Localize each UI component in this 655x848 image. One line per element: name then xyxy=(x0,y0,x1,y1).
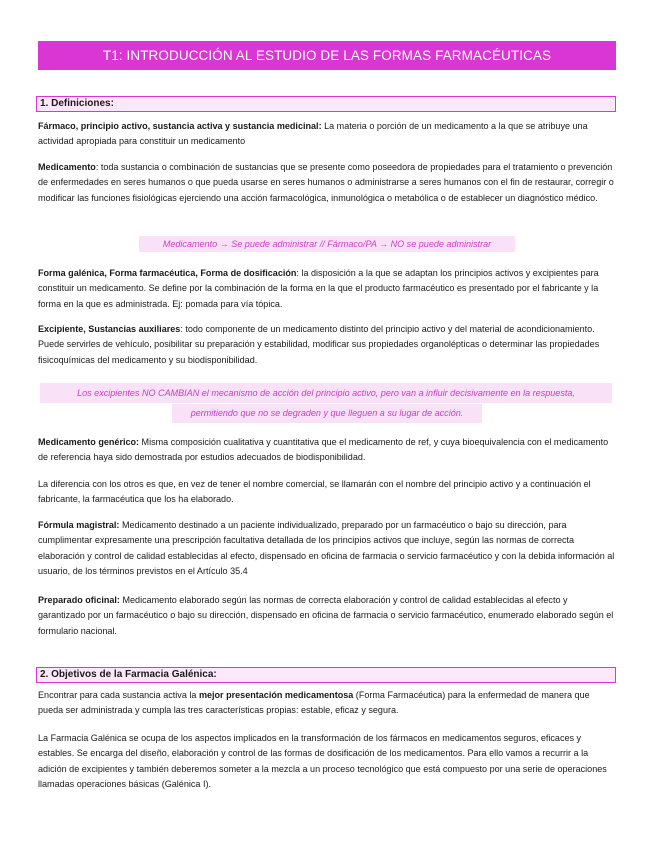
objetivos-1-pre: Encontrar para cada sustancia activa la xyxy=(38,690,199,700)
paragraph-medicamento-generico xyxy=(38,435,616,466)
term-medicamento: Medicamento xyxy=(38,162,96,172)
paragraph-diferencia: La diferencia con los otros es que, en vez de tener el nombre comercial, se llamarán con el nombre del principio activo y a continuación el fabricante, la farmacéutica que los ha elaborado. xyxy=(38,479,591,505)
term-excipiente: Excipiente, Sustancias auxiliares xyxy=(38,324,181,334)
paragraph-objetivos-1 xyxy=(38,688,616,719)
definition-formula-magistral: Medicamento destinado a un paciente individualizado, preparado por un farmacéutico o bajo su dirección, para cumplimentar expresamente una prescripción facultativa detallada de los principios activos que incluye, según las normas de correcta elaboración y control de calidad establecidas al efecto, dispensado en oficina de farmacia o servicio farmacéutico y con la debida información al usuario, de los términos previstos en el Artículo 35.4 xyxy=(38,520,615,577)
definition-medicamento-generico: Misma composición cualitativa y cuantitativa que el medicamento de ref, y cuya bioequivalencia con el medicamento de referencia haya sido demostrada por estudios adecuados de biodisponibilidad. xyxy=(38,437,609,463)
paragraph-excipiente xyxy=(38,322,616,368)
highlight-medicamento-vs-farmaco: Medicamento → Se puede administrar // Fármaco/PA → NO se puede administrar xyxy=(139,236,515,252)
term-formula-magistral: Fórmula magistral: xyxy=(38,520,120,530)
objetivos-1-bold: mejor presentación medicamentosa xyxy=(198,690,354,700)
objetivos-1-post: (Forma Farmacéutica) para la enfermedad de manera que pueda ser administrada y cumpla las tres características propias: estable, eficaz y segura. xyxy=(38,690,590,716)
term-medicamento-generico: Medicamento genérico: xyxy=(38,437,140,447)
paragraph-farmaco xyxy=(38,119,616,150)
definition-preparado-oficinal: Medicamento elaborado según las normas de correcta elaboración y control de calidad establecidas al efecto y garantizado por un farmacéutico o bajo su dirección, dispensado en oficina de farmacia o servicio farmacéutico, enumerado elaborado según el formulario nacional. xyxy=(38,595,614,636)
section-heading-objetivos: 2. Objetivos de la Farmacia Galénica: xyxy=(36,667,616,683)
paragraph-objetivos-2: La Farmacia Galénica se ocupa de los aspectos implicados en la transformación de los fármacos en medicamentos seguros, eficaces y estables. Se encarga del diseño, elaboración y control de las formas de dosificación de los medicamentos. Para ello vamos a recurrir a la adición de excipientes y también deberemos someter a la mezcla a un proceso tecnológico que está compuesto por una serie de operaciones llamadas operaciones básicas (Galénica I). xyxy=(38,733,607,790)
document-title: T1: INTRODUCCIÓN AL ESTUDIO DE LAS FORMAS FARMACÉUTICAS xyxy=(38,41,616,70)
definition-farmaco: La materia o porción de un medicamento a la que se atribuye una actividad apropiada para constituir un medicamento xyxy=(38,121,588,147)
paragraph-forma-galenica xyxy=(38,266,616,312)
section-heading-definiciones: 1. Definiciones: xyxy=(36,96,616,112)
paragraph-preparado-oficinal xyxy=(38,593,616,639)
paragraph-medicamento xyxy=(38,160,616,206)
term-preparado-oficinal: Preparado oficinal: xyxy=(38,595,120,605)
definition-excipiente: : todo componente de un medicamento distinto del principio activo y del material de acondicionamiento. Puede servirles de vehículo, posibilitar su preparación y estabilidad, modificar sus propiedades organolépticas o determinar las propiedades fisicoquímicas del medicamento y su biodisponibilidad. xyxy=(38,324,600,365)
definition-medicamento: : toda sustancia o combinación de sustancias que se presente como poseedora de propiedades para el tratamiento o prevención de enfermedades en seres humanos o que pueda usarse en seres humanos o administrarse a seres humanos con el fin de restaurar, corregir o modificar las funciones fisiológicas ejerciendo una acción farmacológica, inmunológica o metabólica o de establecer un diagnóstico médico. xyxy=(38,162,614,203)
term-farmaco: Fármaco, principio activo, sustancia activa y sustancia medicinal: xyxy=(38,121,322,131)
definition-forma-galenica: : la disposición a la que se adaptan los principios activos y excipientes para constituir un medicamento. Se define por la combinación de la forma en la que el producto farmacéutico es presentado por el fabricante y la forma en la que es administrada. Ej: pomada para vía tópica. xyxy=(38,268,599,309)
highlight-excipientes-line-1: Los excipientes NO CAMBIAN el mecanismo de acción del principio activo, pero van a influir decisivamente en la respuesta, xyxy=(40,383,612,403)
highlight-excipientes-line-2: permitiendo que no se degraden y que lleguen a su lugar de acción. xyxy=(172,404,482,423)
term-forma-galenica: Forma galénica, Forma farmacéutica, Forma de dosificación xyxy=(38,268,297,278)
paragraph-formula-magistral xyxy=(38,518,616,580)
